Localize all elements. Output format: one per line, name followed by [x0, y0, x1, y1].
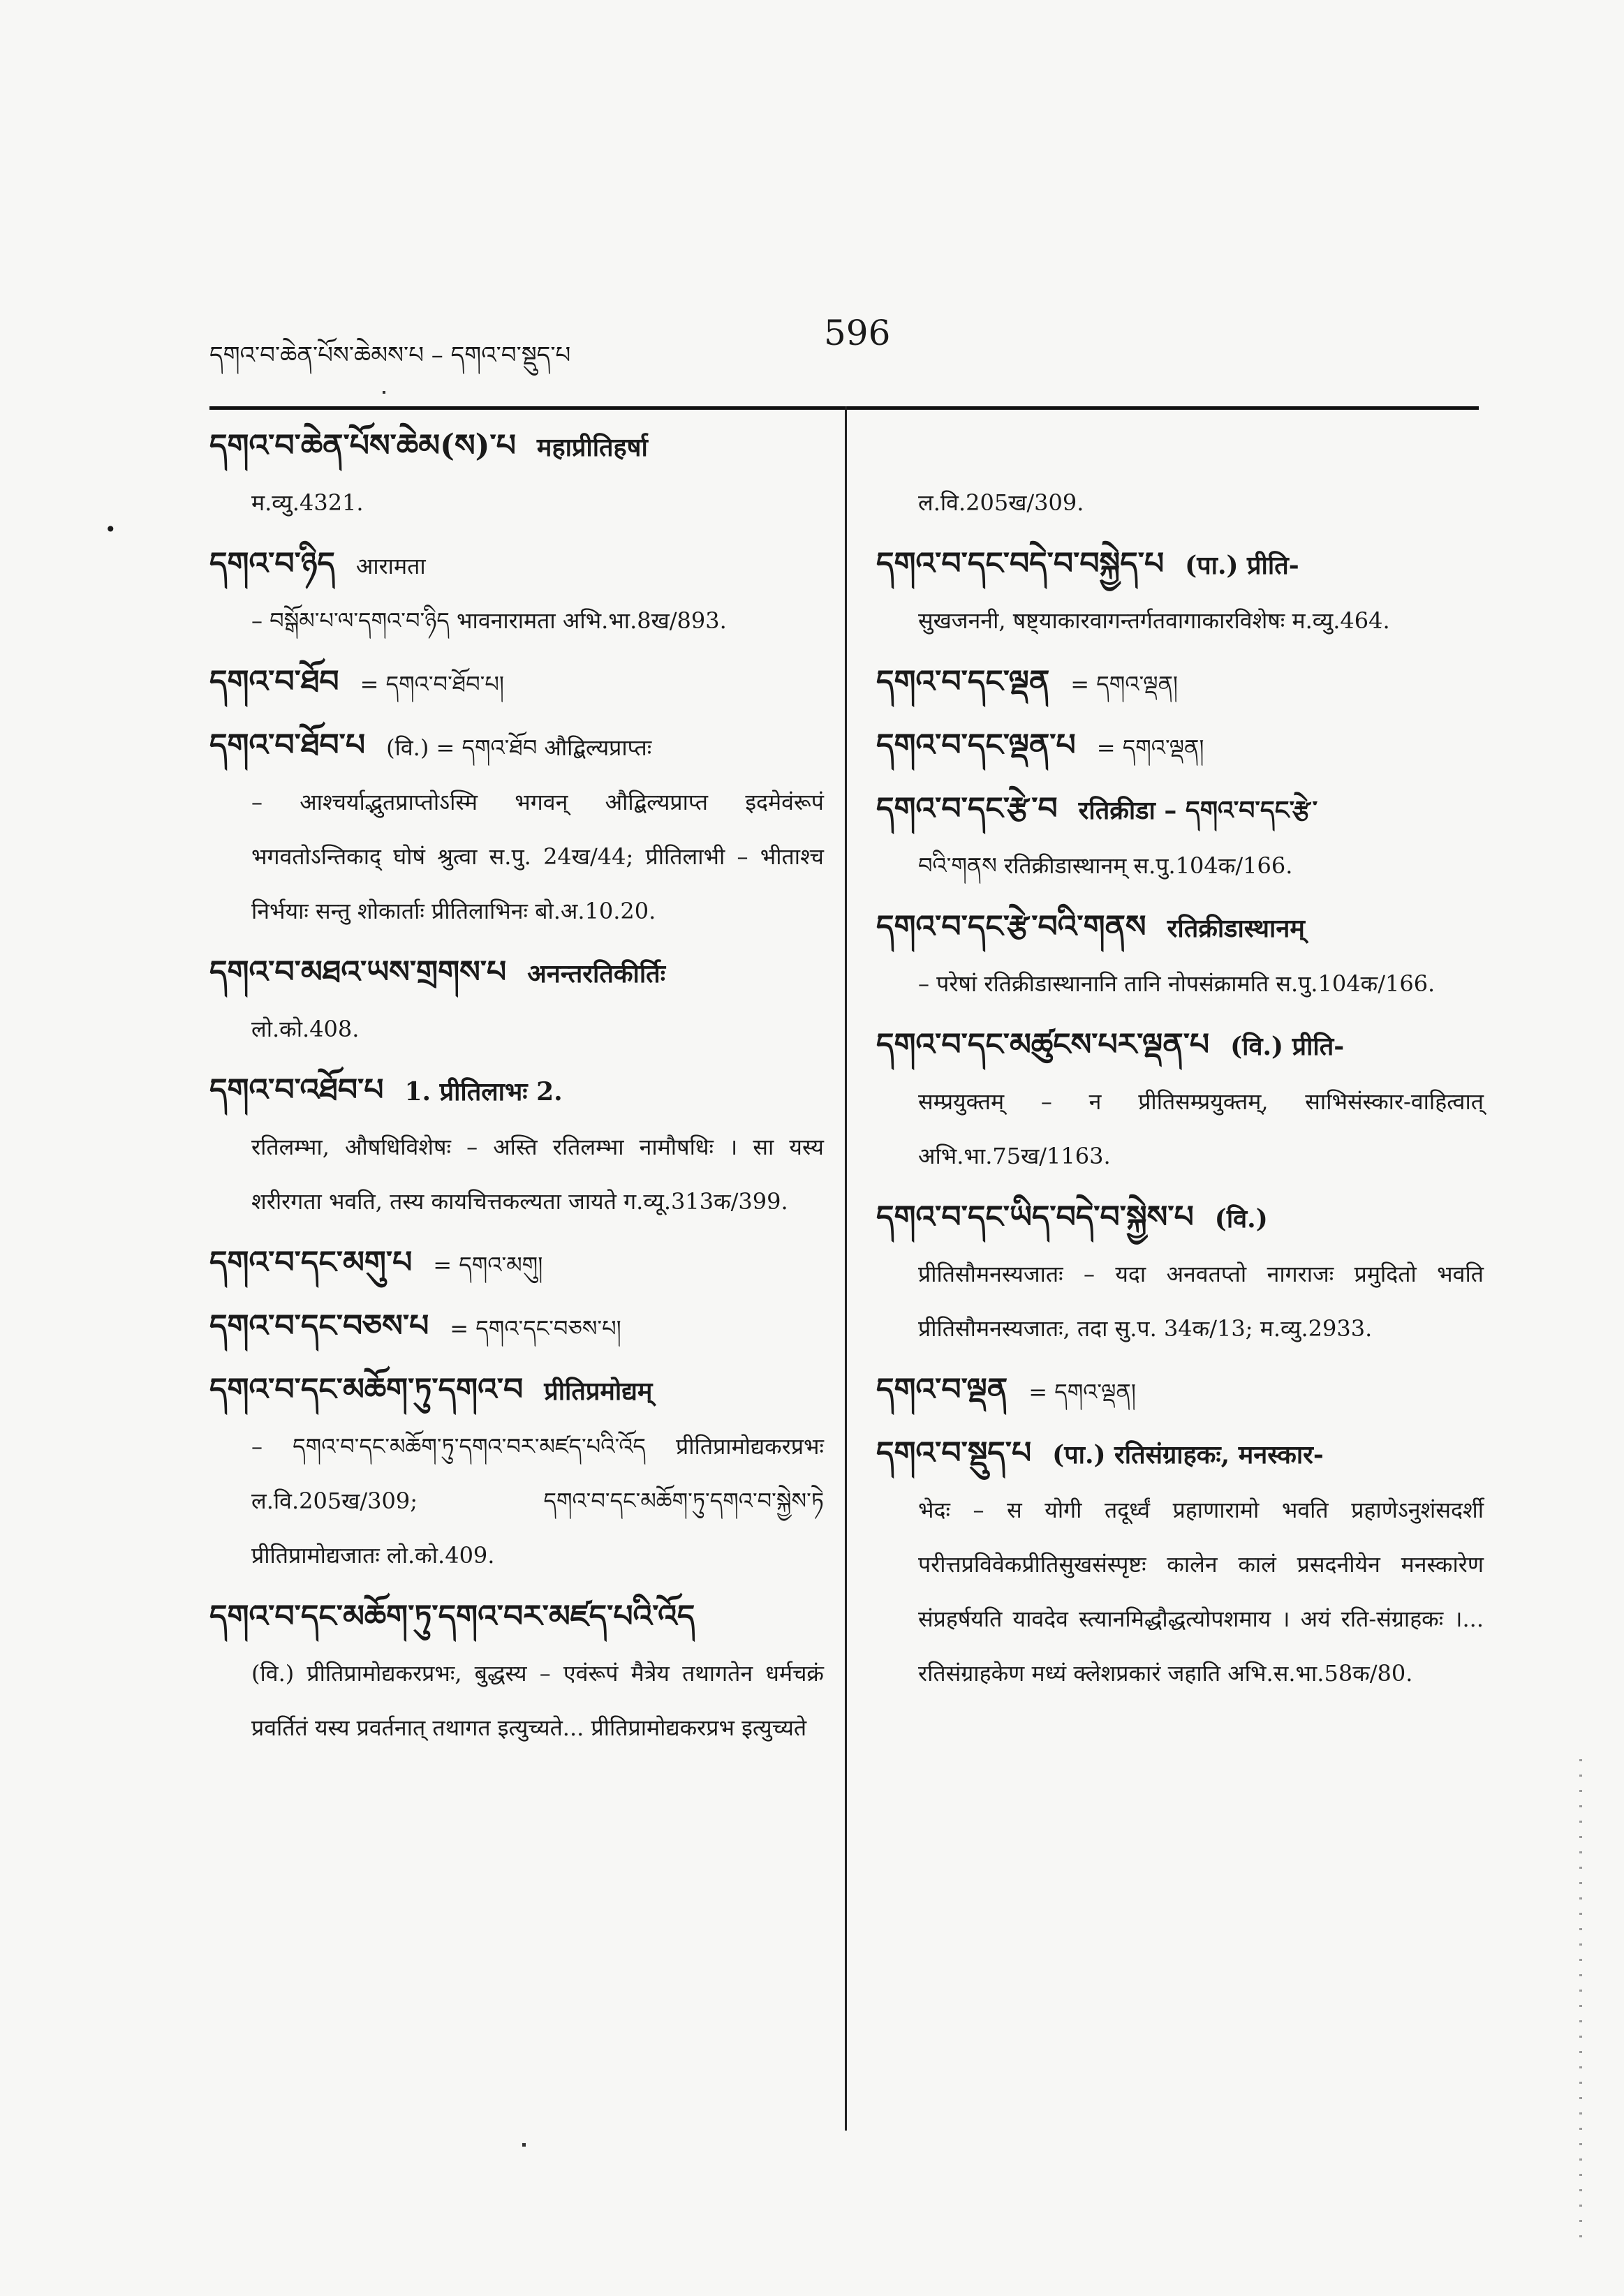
gloss: रतिक्रीडास्थानम् [1167, 914, 1305, 943]
headword: དགའ་བ་དང་རྩེ་བ [876, 791, 1058, 827]
headword: དགའ་བ་དང་བདེ་བ་བསྐྱེད་པ [876, 546, 1165, 582]
dictionary-entry [209, 1236, 824, 1292]
dictionary-entry [876, 718, 1484, 775]
speck [522, 2143, 526, 2147]
dictionary-entry [876, 1426, 1484, 1701]
gloss: 1. प्रीतिलाभः 2. [404, 1077, 563, 1106]
dictionary-entry [876, 537, 1484, 648]
page-number: 596 [824, 313, 891, 353]
headword: དགའ་བ་ཐོབ [209, 664, 339, 699]
column-divider [845, 406, 847, 2131]
gloss: = དགའ་དང་བཅས་པ། [450, 1315, 621, 1342]
speck [383, 391, 385, 394]
gloss: (वि.) प्रीति- [1230, 1032, 1345, 1061]
entry-body: म.व्यु.4321. [251, 489, 364, 516]
entry-body: ल.वि.205ख/309. [918, 489, 1084, 516]
gloss: प्रीतिप्रमोद्यम् [544, 1377, 653, 1406]
scan-edge [1579, 1759, 1582, 2248]
entry-body: (वि.) प्रीतिप्रामोद्यकरप्रभः, बुद्धस्य – एवंरूपं मैत्रेय तथागतेन धर्मचक्रं प्रवर्तितं यस्य प्रवर्तनात् तथागत इत्युच्यते... प्रीतिप्रामोद्यकरप्रभ इत्युच्यते [251, 1660, 824, 1741]
dictionary-entry [876, 419, 1484, 530]
running-header [209, 307, 1480, 369]
entry-body: – परेषां रतिक्रीडास्थानानि तानि नोपसंक्रामति स.पु.104क/166. [918, 970, 1435, 997]
headword: དགའ་བ་དང་ལྡན་པ [876, 727, 1076, 763]
gloss: (वि.) [1214, 1204, 1268, 1234]
bullet-mark: • [105, 518, 117, 541]
headword: དགའ་བ་ཆེན་པོས་ཆེམ(ས)་པ [209, 428, 516, 464]
headword: དགའ་བ་འཐོབ་པ [209, 1072, 384, 1108]
headword: དགའ་བ་ཉིད [209, 546, 335, 582]
dictionary-entry [209, 655, 824, 711]
headword: དགའ་བ་སྡུད་པ [876, 1435, 1032, 1471]
headword: དགའ་བ་དང་མཆོག་ཏུ་དགའ་བར་མཛད་པའི་འོད [209, 1599, 695, 1634]
dictionary-entry [876, 1190, 1484, 1356]
dictionary-entry [209, 1063, 824, 1229]
entry-body: सुखजननी, षष्ट्याकारवागन्तर्गतवागाकारविशेषः म.व्यु.464. [918, 607, 1390, 634]
gloss: (पा.) प्रीति- [1185, 551, 1299, 580]
gloss: = དགའ་མགུ། [433, 1252, 543, 1278]
dictionary-entry [209, 537, 824, 648]
dictionary-entry [876, 655, 1484, 711]
entry-body: – དགའ་བ་དང་མཆོག་ཏུ་དགའ་བར་མཛད་པའི་འོད प्रीतिप्रामोद्यकरप्रभः ल.वि.205ख/309; དགའ་བ་དང་མཆོག་ཏུ་དགའ་བ་སྐྱེས་ཏེ प्रीतिप्रामोद्यजातः लो.को.409. [251, 1433, 824, 1569]
entry-body: रतिलम्भा, औषधिविशेषः – अस्ति रतिलम्भा नामौषधिः । सा यस्य शरीरगता भवति, तस्य कायचित्तकल्यता जायते ग.व्यू.313क/399. [251, 1134, 824, 1215]
headword: དགའ་བ་དང་བཅས་པ [209, 1308, 429, 1344]
entry-body: लो.को.408. [251, 1016, 360, 1042]
dictionary-entry [209, 718, 824, 938]
headword: དགའ་བ་དང་རྩེ་བའི་གནས [876, 909, 1146, 945]
dictionary-entry [209, 945, 824, 1056]
entry-body: सम्प्रयुक्तम् – न प्रीतिसम्प्रयुक्तम्, साभिसंस्कार-वाहित्वात् अभि.भा.75ख/1163. [918, 1088, 1484, 1169]
running-title: དགའ་བ་ཆེན་པོས་ཆེམས་པ – དགའ་བ་སྡུད་པ [209, 341, 571, 369]
dictionary-entry [209, 1363, 824, 1583]
dictionary-entry [876, 900, 1484, 1011]
gloss: महाप्रीतिहर्षा [536, 433, 648, 462]
gloss: आरामता [355, 553, 426, 579]
gloss: = དགའ་ལྡན། [1070, 671, 1179, 697]
right-column [876, 419, 1484, 1708]
headword: དགའ་བ་དང་མགུ་པ [209, 1245, 413, 1280]
headword: དགའ་བ་དང་ལྡན [876, 664, 1050, 699]
entry-body: प्रीतिसौमनस्यजातः – यदा अनवतप्तो नागराजः प्रमुदितो भवति प्रीतिसौमनस्यजातः, तदा सु.प. 34क/13; म.व्यु.2933. [918, 1261, 1484, 1342]
headword: དགའ་བ་ལྡན [876, 1372, 1008, 1407]
gloss: (पा.) रतिसंग्राहकः, मनस्कार- [1052, 1440, 1324, 1469]
dictionary-entry [876, 782, 1484, 893]
gloss: = དགའ་བ་ཐོབ་པ། [360, 671, 504, 697]
dictionary-entry [876, 1018, 1484, 1183]
entry-body: – आश्चर्याद्भुतप्राप्तोऽस्मि भगवन् औद्बिल्यप्राप्त इदमेवंरूपं भगवतोऽन्तिकाद् घोषं श्रुत्वा स.पु. 24ख/44; प्रीतिलाभी – भीताश्च निर्भयाः सन्तु शोकार्ताः प्रीतिलाभिनः बो.अ.10.20. [251, 789, 824, 924]
entry-body: भेदः – स योगी तदूर्ध्वं प्रहाणारामो भवति प्रहाणेऽनुशंसदर्शी परीत्तप्रविवेकप्रीतिसुखसंस्पृष्टः कालेन कालं प्रसदनीयेन मनस्कारेण संप्रहर्षयति यावदेव स्त्यानमिद्धौद्धत्योपशमाय । अयं रति-संग्राहकः ।... रतिसंग्राहकेण मध्यं क्लेशप्रकारं जहाति अभि.स.भा.58क/80. [918, 1497, 1484, 1687]
gloss: रतिक्रीडा – དགའ་བ་དང་རྩེ་ [1078, 796, 1318, 825]
entry-body: – བསྒོམ་པ་ལ་དགའ་བ་ཉིད भावनारामता अभि.भा.8ख/893. [251, 607, 727, 634]
headword: དགའ་བ་དང་མཚུངས་པར་ལྡན་པ [876, 1027, 1210, 1062]
header-rule [209, 406, 1479, 410]
dictionary-entry [876, 1363, 1484, 1419]
gloss: = དགའ་ལྡན། [1096, 734, 1204, 761]
left-column [209, 419, 824, 1762]
headword: དགའ་བ་དང་ཡིད་བདེ་བ་སྐྱེས་པ [876, 1199, 1194, 1235]
headword: དགའ་བ་དང་མཆོག་ཏུ་དགའ་བ [209, 1372, 524, 1407]
dictionary-entry [209, 1590, 824, 1755]
headword: དགའ་བ་ཐོབ་པ [209, 727, 366, 763]
gloss: (वि.) = དགའ་ཐོབ औद्बिल्यप्राप्तः [386, 734, 652, 761]
entry-body: བའི་གནས रतिक्रीडास्थानम् स.पु.104क/166. [918, 852, 1293, 879]
gloss: अनन्तरतिकीर्तिः [527, 959, 665, 988]
gloss: = དགའ་ལྡན། [1028, 1379, 1136, 1405]
dictionary-entry [209, 419, 824, 530]
headword: དགའ་བ་མཐའ་ཡས་གྲགས་པ [209, 954, 507, 990]
dictionary-entry [209, 1299, 824, 1356]
